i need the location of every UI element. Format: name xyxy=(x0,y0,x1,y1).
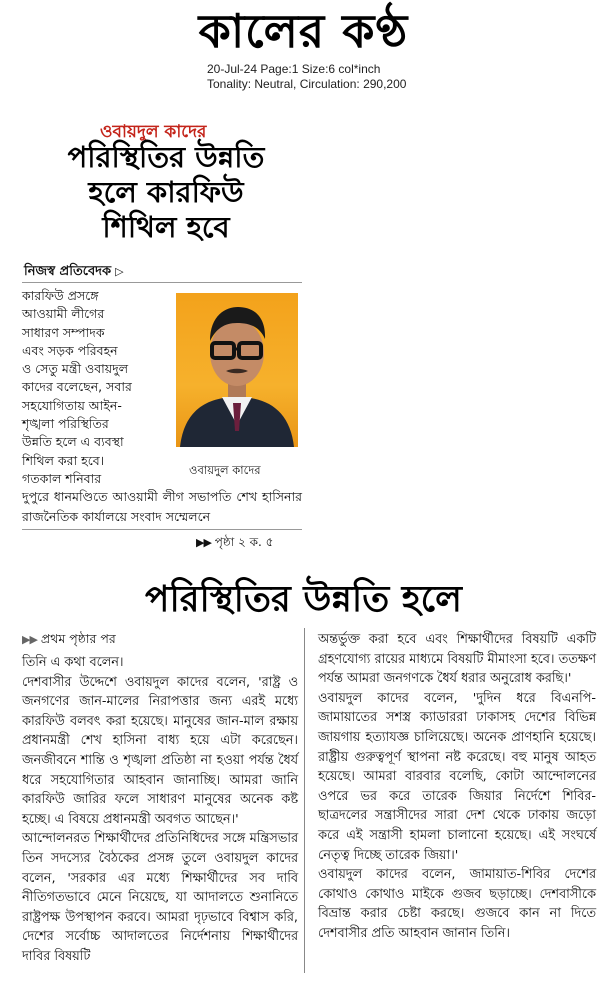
body-paragraph: অন্তর্ভুক্ত করা হবে এবং শিক্ষার্থীদের বিষয়টি একটি গ্রহণযোগ্য রায়ের মাধ্যমে বিষয়টি মীমাংসা হবে। ততক্ষণ পর্যন্ত আমরা জনগণকে ধৈর্য ধরার অনুরোধ করছি।' xyxy=(318,632,596,687)
jump-reference xyxy=(196,534,273,554)
jump-text: পৃষ্ঠা ২ ক. ৫ xyxy=(214,535,274,549)
lead-line: গতকাল শনিবার xyxy=(22,470,102,486)
byline xyxy=(24,262,124,283)
headline-line-2: হলে কারফিউ xyxy=(88,175,244,209)
continuation-column-right xyxy=(318,630,596,944)
lead-line: ও সেতু মন্ত্রী ওবায়দুল xyxy=(22,361,129,377)
body-paragraph: ওবায়দুল কাদের বলেন, 'দুদিন ধরে বিএনপি-জামায়াতের সশস্ত্র ক্যাডাররা ঢাকাসহ দেশের বিভিন্ন জায়গায় হত্যাযজ্ঞ চালিয়েছে। অনেক প্রাণহানি হয়েছে। রাষ্ট্রীয় গুরুত্বপূর্ণ স্থাপনা নষ্ট করেছে। বহু মানুষ আহত হয়েছে। আমরা বারবার বলেছি, কোটা আন্দোলনের ওপরে ভর করে তারেক জিয়ার নির্দেশে শিবির-ছাত্রদলের সন্ত্রাসীদের সারা দেশ থেকে ঢাকায় জড়ো করে এই সন্ত্রাসী হামলা চালানো হয়েছে। এই সংঘর্ষে নেতৃত্ব দিচ্ছে তারেক জিয়া।' xyxy=(318,690,596,863)
lead-line: সহযোগিতায় আইন- xyxy=(22,397,122,413)
masthead-title: কালের কণ্ঠ xyxy=(198,4,409,58)
lead-line: আওয়ামী লীগের xyxy=(22,306,105,322)
lead-line: সাধারণ সম্পাদক xyxy=(22,324,105,340)
lead-paragraph-tail: দুপুরে ধানমণ্ডিতে আওয়ামী লীগ সভাপতি শেখ হাসিনার রাজনৈতিক কার্যালয়ে সংবাদ সম্মেলনে xyxy=(22,489,302,524)
lead-line: এবং সড়ক পরিবহন xyxy=(22,342,118,358)
lead-line: উন্নতি হলে এ ব্যবস্থা xyxy=(22,434,124,450)
continued-from-text: প্রথম পৃষ্ঠার পর xyxy=(40,631,116,646)
byline-text: নিজস্ব প্রতিবেদক xyxy=(24,264,112,279)
portrait-photo xyxy=(176,293,298,447)
headline-line-3: শিথিল হবে xyxy=(102,210,230,244)
continued-from xyxy=(22,631,116,651)
jump-arrow-icon: ▶▶ xyxy=(196,536,211,549)
clipping-meta-line-2: Tonality: Neutral, Circulation: 290,200 xyxy=(207,77,407,91)
lead-line: শিথিল করা হবে। xyxy=(22,452,105,468)
continuation-column-left xyxy=(22,653,298,967)
byline-divider xyxy=(22,282,302,283)
body-paragraph: ওবায়দুল কাদের বলেন, জামায়াত-শিবির দেশের কোথাও কোথাও মাইকে গুজব ছড়াচ্ছে। দেশবাসীকে বিভ্রান্ত করার চেষ্টা করছে। গুজবে কান না দিতে দেশবাসীর প্রতি আহবান জানান তিনি। xyxy=(318,867,596,941)
article-headline xyxy=(40,140,292,245)
continuation-headline: পরিস্থিতির উন্নতি হলে xyxy=(145,579,462,620)
article-kicker: ওবায়দুল কাদের xyxy=(100,122,207,142)
headline-line-1: পরিস্থিতির উন্নতি xyxy=(67,140,265,174)
portrait-illustration xyxy=(176,293,298,447)
photo-caption: ওবায়দুল কাদের xyxy=(189,463,261,477)
lead-paragraph xyxy=(22,287,172,488)
column-divider xyxy=(304,628,305,973)
clipping-meta-line-1: 20-Jul-24 Page:1 Size:6 col*inch xyxy=(207,62,381,76)
lead-line: শৃঙ্খলা পরিস্থিতির xyxy=(22,416,109,432)
lead-line: কারফিউ প্রসঙ্গে xyxy=(22,288,99,303)
jump-divider xyxy=(22,529,302,530)
body-paragraph: দেশবাসীর উদ্দেশে ওবায়দুল কাদের বলেন, 'রাষ্ট্র ও জনগণের জান-মালের নিরাপত্তার জন্য এরই মধ্যে কারফিউ বলবৎ করা হয়েছে। মানুষের জান-মাল রক্ষায় প্রধানমন্ত্রী শেখ হাসিনা বাধ্য হয়ে এটা করেছেন। জনজীবনে শান্তি ও শৃঙ্খলা প্রতিষ্ঠা না হওয়া পর্যন্ত ধৈর্য ধরে সহযোগিতার আহবান জানাচ্ছি। আমরা জানি কারফিউ জারির ফলে সাধারণ মানুষের অনেক কষ্ট হচ্ছে। এ বিষয়ে প্রধানমন্ত্রী অবগত আছেন।' xyxy=(22,674,298,827)
body-paragraph: তিনি এ কথা বলেন। xyxy=(22,655,124,670)
body-paragraph: আন্দোলনরত শিক্ষার্থীদের প্রতিনিধিদের সঙ্গে মন্ত্রিসভার তিন সদস্যের বৈঠকের প্রসঙ্গ তুলে ওবায়দুল কাদের বলেন, 'সরকার এর মধ্যে শিক্ষার্থীদের সব দাবি নীতিগতভাবে মেনে নিয়েছে, যা আদালতে শুনানিতে রাষ্ট্রপক্ষ উপস্থাপন করবে। আমরা দৃঢ়ভাবে বিশ্বাস করি, দেশের সর্বোচ্চ আদালতের নির্দেশনায় শিক্ষার্থীদের দাবির বিষয়টি xyxy=(22,831,298,964)
lead-line: কাদের বলেছেন, সবার xyxy=(22,379,132,395)
continued-arrow-icon: ▶▶ xyxy=(22,633,37,646)
byline-marker: ▷ xyxy=(115,265,124,278)
